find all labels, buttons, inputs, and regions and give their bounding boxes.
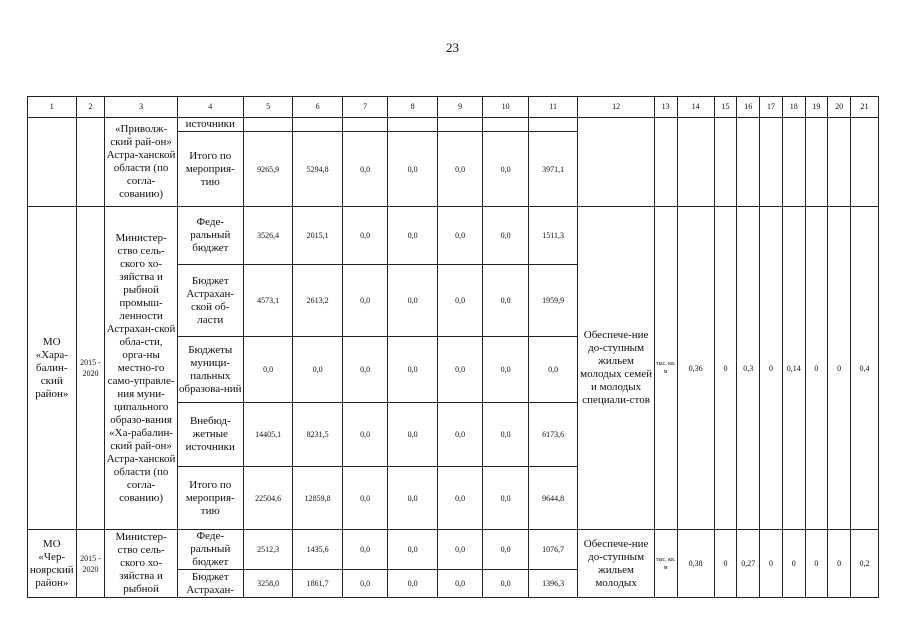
value-cell: 8231,5 <box>293 403 343 467</box>
indicator-cell: 0 <box>782 530 805 598</box>
header-cell: 15 <box>714 97 737 118</box>
value-cell: 0,0 <box>388 570 438 598</box>
indicator-cell <box>737 118 760 207</box>
value-cell: 12859,8 <box>293 467 343 530</box>
value-cell: 2512,3 <box>243 530 293 570</box>
indicator-cell <box>828 118 851 207</box>
value-cell: 0,0 <box>437 265 482 337</box>
value-cell: 0,0 <box>483 337 528 403</box>
header-cell: 13 <box>654 97 677 118</box>
value-cell: 0,0 <box>342 265 387 337</box>
indicator-cell: 0 <box>805 207 828 530</box>
source-cell: Итого по мероприя-тию <box>177 467 243 530</box>
goal-cell <box>578 118 654 207</box>
header-cell: 8 <box>388 97 438 118</box>
value-cell: 14405,1 <box>243 403 293 467</box>
indicator-cell: 0 <box>805 530 828 598</box>
years-cell <box>76 118 105 207</box>
value-cell <box>388 118 438 132</box>
value-cell <box>293 118 343 132</box>
indicator-cell: 0,27 <box>737 530 760 598</box>
value-cell: 0,0 <box>342 467 387 530</box>
value-cell: 0,0 <box>342 570 387 598</box>
value-cell: 0,0 <box>243 337 293 403</box>
value-cell: 0,0 <box>437 467 482 530</box>
header-cell: 3 <box>105 97 177 118</box>
value-cell <box>437 118 482 132</box>
source-cell: Внебюд-жетные источники <box>177 403 243 467</box>
source-cell: источники <box>177 118 243 132</box>
header-cell: 5 <box>243 97 293 118</box>
header-cell: 14 <box>677 97 714 118</box>
value-cell: 0,0 <box>388 132 438 207</box>
goal-cell: Обеспече-ние до-ступным жильем молодых семей и молодых специали-стов <box>578 207 654 530</box>
value-cell: 0,0 <box>342 207 387 265</box>
header-cell: 11 <box>528 97 578 118</box>
header-cell: 4 <box>177 97 243 118</box>
table-row <box>28 118 879 132</box>
header-cell: 9 <box>437 97 482 118</box>
value-cell: 0,0 <box>342 530 387 570</box>
indicator-cell <box>760 118 783 207</box>
header-cell: 18 <box>782 97 805 118</box>
value-cell: 0,0 <box>483 530 528 570</box>
header-cell: 17 <box>760 97 783 118</box>
value-cell: 0,0 <box>437 132 482 207</box>
indicator-cell <box>714 118 737 207</box>
value-cell: 5294,8 <box>293 132 343 207</box>
table-row <box>28 207 879 265</box>
header-cell: 6 <box>293 97 343 118</box>
value-cell: 3526,4 <box>243 207 293 265</box>
value-cell: 1396,3 <box>528 570 578 598</box>
value-cell: 22504,6 <box>243 467 293 530</box>
value-cell: 0,0 <box>388 207 438 265</box>
indicator-cell: 0,3 <box>737 207 760 530</box>
source-cell: Бюджет Астрахан-ской об-ласти <box>177 265 243 337</box>
value-cell: 4573,1 <box>243 265 293 337</box>
value-cell: 0,0 <box>437 530 482 570</box>
value-cell: 0,0 <box>483 132 528 207</box>
mo-cell <box>28 118 77 207</box>
years-cell: 2015 - 2020 <box>76 207 105 530</box>
value-cell: 0,0 <box>388 403 438 467</box>
value-cell: 0,0 <box>388 337 438 403</box>
executor-cell: Министер-ство сель-ского хо-зяйства и рыбной <box>105 530 177 598</box>
source-cell: Итого по мероприя-тию <box>177 132 243 207</box>
indicator-cell: 0,4 <box>851 207 879 530</box>
value-cell: 0,0 <box>483 207 528 265</box>
value-cell: 9265,9 <box>243 132 293 207</box>
indicator-cell: 0 <box>760 530 783 598</box>
value-cell: 0,0 <box>342 132 387 207</box>
header-cell: 20 <box>828 97 851 118</box>
page-number: 23 <box>446 40 459 55</box>
header-cell: 7 <box>342 97 387 118</box>
value-cell: 0,0 <box>483 570 528 598</box>
value-cell: 6173,6 <box>528 403 578 467</box>
value-cell: 2015,1 <box>293 207 343 265</box>
value-cell: 0,0 <box>388 265 438 337</box>
value-cell: 0,0 <box>388 467 438 530</box>
source-cell: Бюджеты муници-пальных образова-ний <box>177 337 243 403</box>
value-cell: 0,0 <box>293 337 343 403</box>
indicator-cell <box>805 118 828 207</box>
indicator-cell: 0,36 <box>677 207 714 530</box>
value-cell <box>342 118 387 132</box>
executor-cell: Министер-ство сель-ского хо-зяйства и рыбной промыш-ленности Астрахан-ской обла-сти, орга-ны местно-го само-управле-ния муни-ципального образо-вания «Ха-рабалин-ский рай-он» Астра-ханской области (по согла-сованию) <box>105 207 177 530</box>
indicator-cell: 0,38 <box>677 530 714 598</box>
source-cell: Бюджет Астрахан- <box>177 570 243 598</box>
executor-cell: «Приволж-ский рай-он» Астра-ханской области (по согла-сованию) <box>105 118 177 207</box>
value-cell: 1861,7 <box>293 570 343 598</box>
indicator-cell: 0 <box>760 207 783 530</box>
header-cell: 19 <box>805 97 828 118</box>
unit-cell: тыс. кв. м <box>654 207 677 530</box>
header-row <box>28 97 879 118</box>
value-cell: 0,0 <box>342 337 387 403</box>
header-cell: 12 <box>578 97 654 118</box>
years-cell: 2015 - 2020 <box>76 530 105 598</box>
value-cell <box>243 118 293 132</box>
value-cell <box>483 118 528 132</box>
value-cell: 0,0 <box>437 570 482 598</box>
source-cell: Феде-ральный бюджет <box>177 207 243 265</box>
value-cell: 1959,9 <box>528 265 578 337</box>
indicator-cell: 0 <box>828 207 851 530</box>
value-cell: 0,0 <box>437 403 482 467</box>
unit-cell: тыс. кв. м <box>654 530 677 598</box>
unit-cell <box>654 118 677 207</box>
mo-cell: МО «Хара-балин-ский район» <box>28 207 77 530</box>
indicator-cell <box>677 118 714 207</box>
value-cell: 1511,3 <box>528 207 578 265</box>
header-cell: 1 <box>28 97 77 118</box>
indicator-cell <box>851 118 879 207</box>
header-cell: 10 <box>483 97 528 118</box>
value-cell <box>528 118 578 132</box>
value-cell: 0,0 <box>342 403 387 467</box>
program-table <box>27 96 879 598</box>
indicator-cell: 0 <box>828 530 851 598</box>
value-cell: 1076,7 <box>528 530 578 570</box>
indicator-cell: 0,14 <box>782 207 805 530</box>
indicator-cell: 0 <box>714 530 737 598</box>
value-cell: 0,0 <box>483 265 528 337</box>
goal-cell: Обеспече-ние до-ступным жильем молодых <box>578 530 654 598</box>
header-cell: 21 <box>851 97 879 118</box>
indicator-cell <box>782 118 805 207</box>
value-cell: 9644,8 <box>528 467 578 530</box>
value-cell: 0,0 <box>483 403 528 467</box>
header-cell: 16 <box>737 97 760 118</box>
indicator-cell: 0,2 <box>851 530 879 598</box>
value-cell: 0,0 <box>528 337 578 403</box>
table-row <box>28 530 879 570</box>
mo-cell: МО «Чер-ноярский район» <box>28 530 77 598</box>
value-cell: 0,0 <box>437 207 482 265</box>
value-cell: 2613,2 <box>293 265 343 337</box>
value-cell: 3258,0 <box>243 570 293 598</box>
value-cell: 0,0 <box>388 530 438 570</box>
value-cell: 0,0 <box>483 467 528 530</box>
value-cell: 0,0 <box>437 337 482 403</box>
value-cell: 1435,6 <box>293 530 343 570</box>
source-cell: Феде-ральный бюджет <box>177 530 243 570</box>
header-cell: 2 <box>76 97 105 118</box>
value-cell: 3971,1 <box>528 132 578 207</box>
indicator-cell: 0 <box>714 207 737 530</box>
